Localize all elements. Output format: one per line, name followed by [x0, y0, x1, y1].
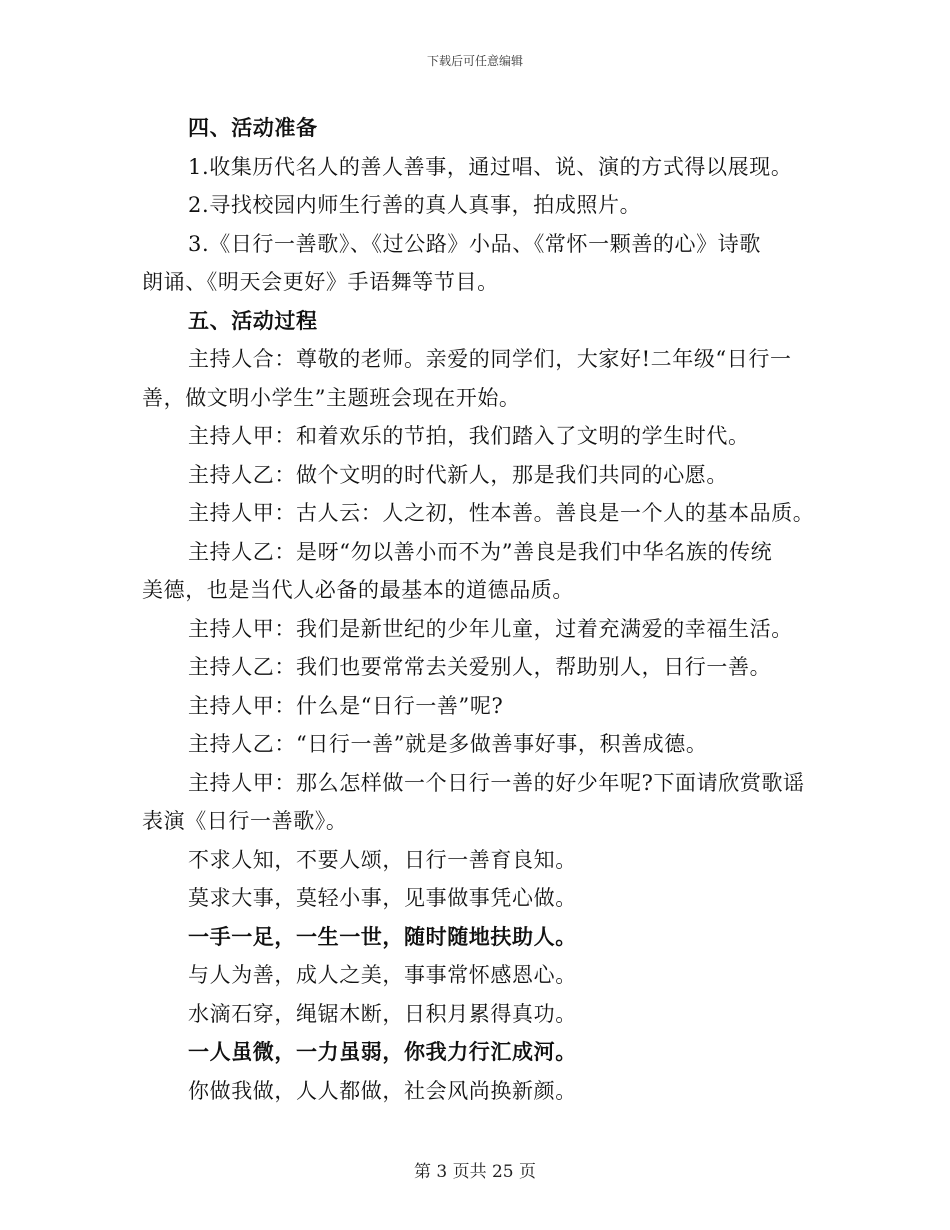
body-line: 主持人乙：是呀“勿以善小而不为”善良是我们中华名族的传统 [188, 539, 773, 564]
body-line: 表演《日行一善歌》。 [142, 809, 348, 833]
body-line: 3.《日行一善歌》、《过公路》小品、《常怀一颗善的心》诗歌 [188, 231, 761, 256]
song-line: 与人为善，成人之美，事事常怀感恩心。 [188, 963, 577, 987]
body-line: 主持人乙：我们也要常常去关爱别人，帮助别人，日行一善。 [188, 655, 772, 679]
song-line: 你做我做，人人都做，社会风尚换新颜。 [188, 1078, 577, 1103]
body-line: 主持人乙：“日行一善”就是多做善事好事，积善成德。 [188, 732, 708, 756]
song-line: 水滴石穿，绳锯木断，日积月累得真功。 [188, 1001, 577, 1026]
body-line: 1.收集历代名人的善人善事，通过唱、说、演的方式得以展现。 [188, 154, 793, 179]
body-line: 善，做文明小学生”主题班会现在开始。 [142, 385, 521, 410]
section-heading-preparation: 四、活动准备 [188, 115, 318, 140]
body-line: 主持人合：尊敬的老师。亲爱的同学们，大家好!二年级“日行一 [188, 347, 792, 371]
body-line: 主持人甲：古人云：人之初，性本善。善良是一个人的基本品质。 [188, 501, 815, 525]
body-line: 主持人甲：那么怎样做一个日行一善的好少年呢?下面请欣赏歌谣 [188, 770, 805, 795]
body-line: 主持人甲：什么是“日行一善”呢? [188, 693, 504, 718]
section-heading-process: 五、活动过程 [188, 307, 318, 333]
document-body [142, 109, 815, 1110]
page-number-footer: 第 3 页共 25 页 [413, 1162, 537, 1182]
song-line: 一人虽微，一力虽弱，你我力行汇成河。 [188, 1039, 577, 1064]
body-line: 2.寻找校园内师生行善的真人真事，拍成照片。 [188, 193, 642, 217]
song-line: 不求人知，不要人颂，日行一善育良知。 [188, 847, 577, 872]
page-header: 下载后可任意编辑 [426, 54, 523, 68]
body-line: 主持人甲：和着欢乐的节拍，我们踏入了文明的学生时代。 [188, 424, 750, 448]
body-line: 主持人甲：我们是新世纪的少年儿童，过着充满爱的幸福生活。 [188, 616, 793, 641]
body-line: 美德，也是当代人必备的最基本的道德品质。 [142, 578, 574, 602]
song-line: 莫求大事，莫轻小事，见事做事凭心做。 [188, 886, 577, 910]
body-line: 主持人乙：做个文明的时代新人，那是我们共同的心愿。 [188, 462, 728, 487]
body-line: 朗诵、《明天会更好》手语舞等节目。 [142, 270, 499, 294]
song-line: 一手一足，一生一世，随时随地扶助人。 [188, 923, 577, 949]
